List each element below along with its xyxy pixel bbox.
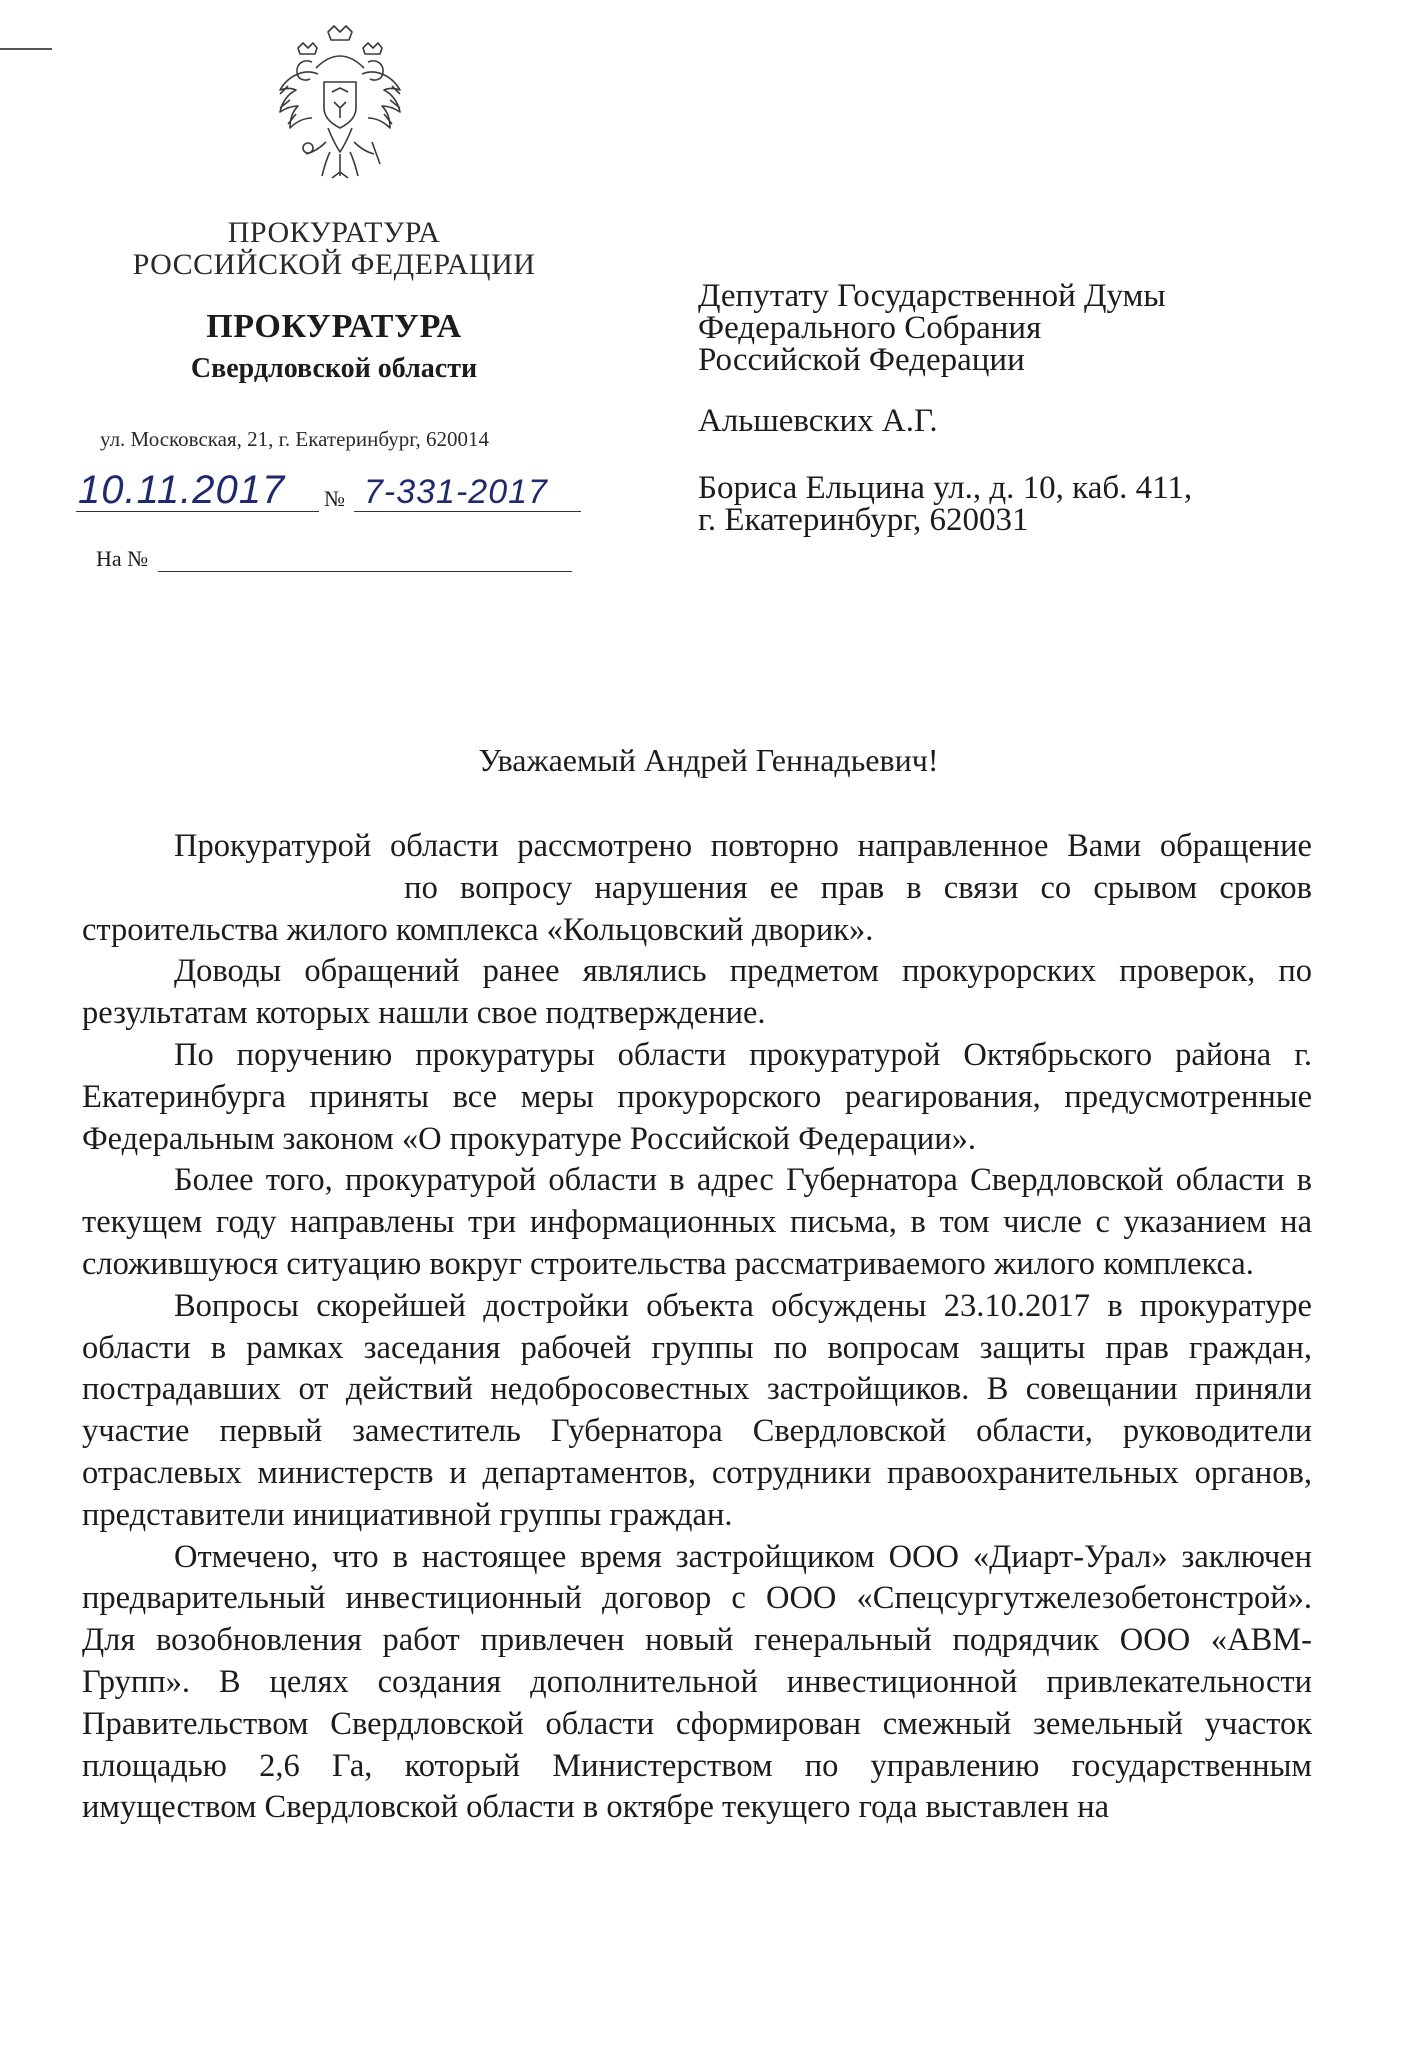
paragraph-6: Отмечено, что в настоящее время застройщиком ООО «Диарт-Урал» заключен предварительный инвестиционный договор с ООО «Спецсургутжелезобетонстрой». Для возобновления работ привлечен новый генеральный подрядчик ООО «АВМ-Групп». В целях создания дополнительной инвестиционной привлекательности Правительством Свердловской области сформирован смежный земельный участок площадью 2,6 Га, который Министерством по управлению государственным имуществом Свердловской области в октябре текущего года выставлен на <box>82 1538 1312 1826</box>
letter-body <box>82 826 1312 1829</box>
registration-date: 10.11.2017 <box>78 468 286 512</box>
paragraph-4: Более того, прокуратурой области в адрес Губернатора Свердловской области в текущем году направлены три информационных письма, в том числе с указанием на сложившуюся ситуацию вокруг строительства рассматриваемого жилого комплекса. <box>82 1162 1312 1282</box>
greeting: Уважаемый Андрей Геннадьевич! <box>478 742 939 778</box>
org-address: ул. Московская, 21, г. Екатеринбург, 620014 <box>100 427 490 451</box>
paragraph-3: По поручению прокуратуры области прокуратурой Октябрьского района г. Екатеринбурга приняты все меры прокурорского реагирования, предусмотренные Федеральным законом «О прокуратуре Российской Федерации». <box>82 1036 1312 1157</box>
paragraph-2: Доводы обращений ранее являлись предметом прокурорских проверок, по результатам которых нашли свое подтверждение. <box>82 953 1312 1032</box>
recipient-address-line1: Бориса Ельцина ул., д. 10, каб. 411, <box>698 470 1193 506</box>
registration-row <box>76 470 581 514</box>
paragraph-1 <box>82 826 1312 951</box>
org-region: Свердловской области <box>190 353 478 384</box>
reference-label: На № <box>96 546 149 571</box>
org-title: ПРОКУРАТУРА <box>206 308 462 345</box>
recipient-title <box>698 280 1338 376</box>
reference-underline <box>158 571 572 572</box>
recipient-address-line2: г. Екатеринбург, 620031 <box>698 502 1029 538</box>
registration-number: 7-331-2017 <box>364 473 548 511</box>
recipient-line2: Федерального Собрания <box>698 310 1042 346</box>
org-name-line1: ПРОКУРАТУРА <box>227 216 441 249</box>
paragraph-1-end: по вопросу нарушения ее прав в связи со срывом сроков строительства жилого комплекса «Кольцовский дворик». <box>82 869 1312 948</box>
recipient-line3: Российской Федерации <box>698 342 1025 378</box>
paragraph-5: Вопросы скорейшей достройки объекта обсуждены 23.10.2017 в прокуратуре области в рамках заседания рабочей группы по вопросам защиты прав граждан, пострадавших от действий недобросовестных застройщиков. В совещании приняли участие первый заместитель Губернатора Свердловской области, руководители отраслевых министерств и департаментов, сотрудники правоохранительных органов, представители инициативной группы граждан. <box>82 1287 1312 1533</box>
recipient-address <box>698 472 1192 536</box>
reference-row <box>96 540 576 574</box>
paragraph-1-start: Прокуратурой области рассмотрено повторно направленное Вами обращение <box>174 828 1312 864</box>
recipient-name: Альшевских А.Г. <box>698 403 938 439</box>
margin-mark <box>0 48 52 50</box>
org-name-line2: РОССИЙСКОЙ ФЕДЕРАЦИИ <box>132 248 536 281</box>
double-headed-eagle-emblem-icon <box>268 22 412 188</box>
number-underline <box>354 511 581 512</box>
recipient-line1: Депутату Государственной Думы <box>698 278 1166 314</box>
registration-number-label: № <box>324 486 345 511</box>
